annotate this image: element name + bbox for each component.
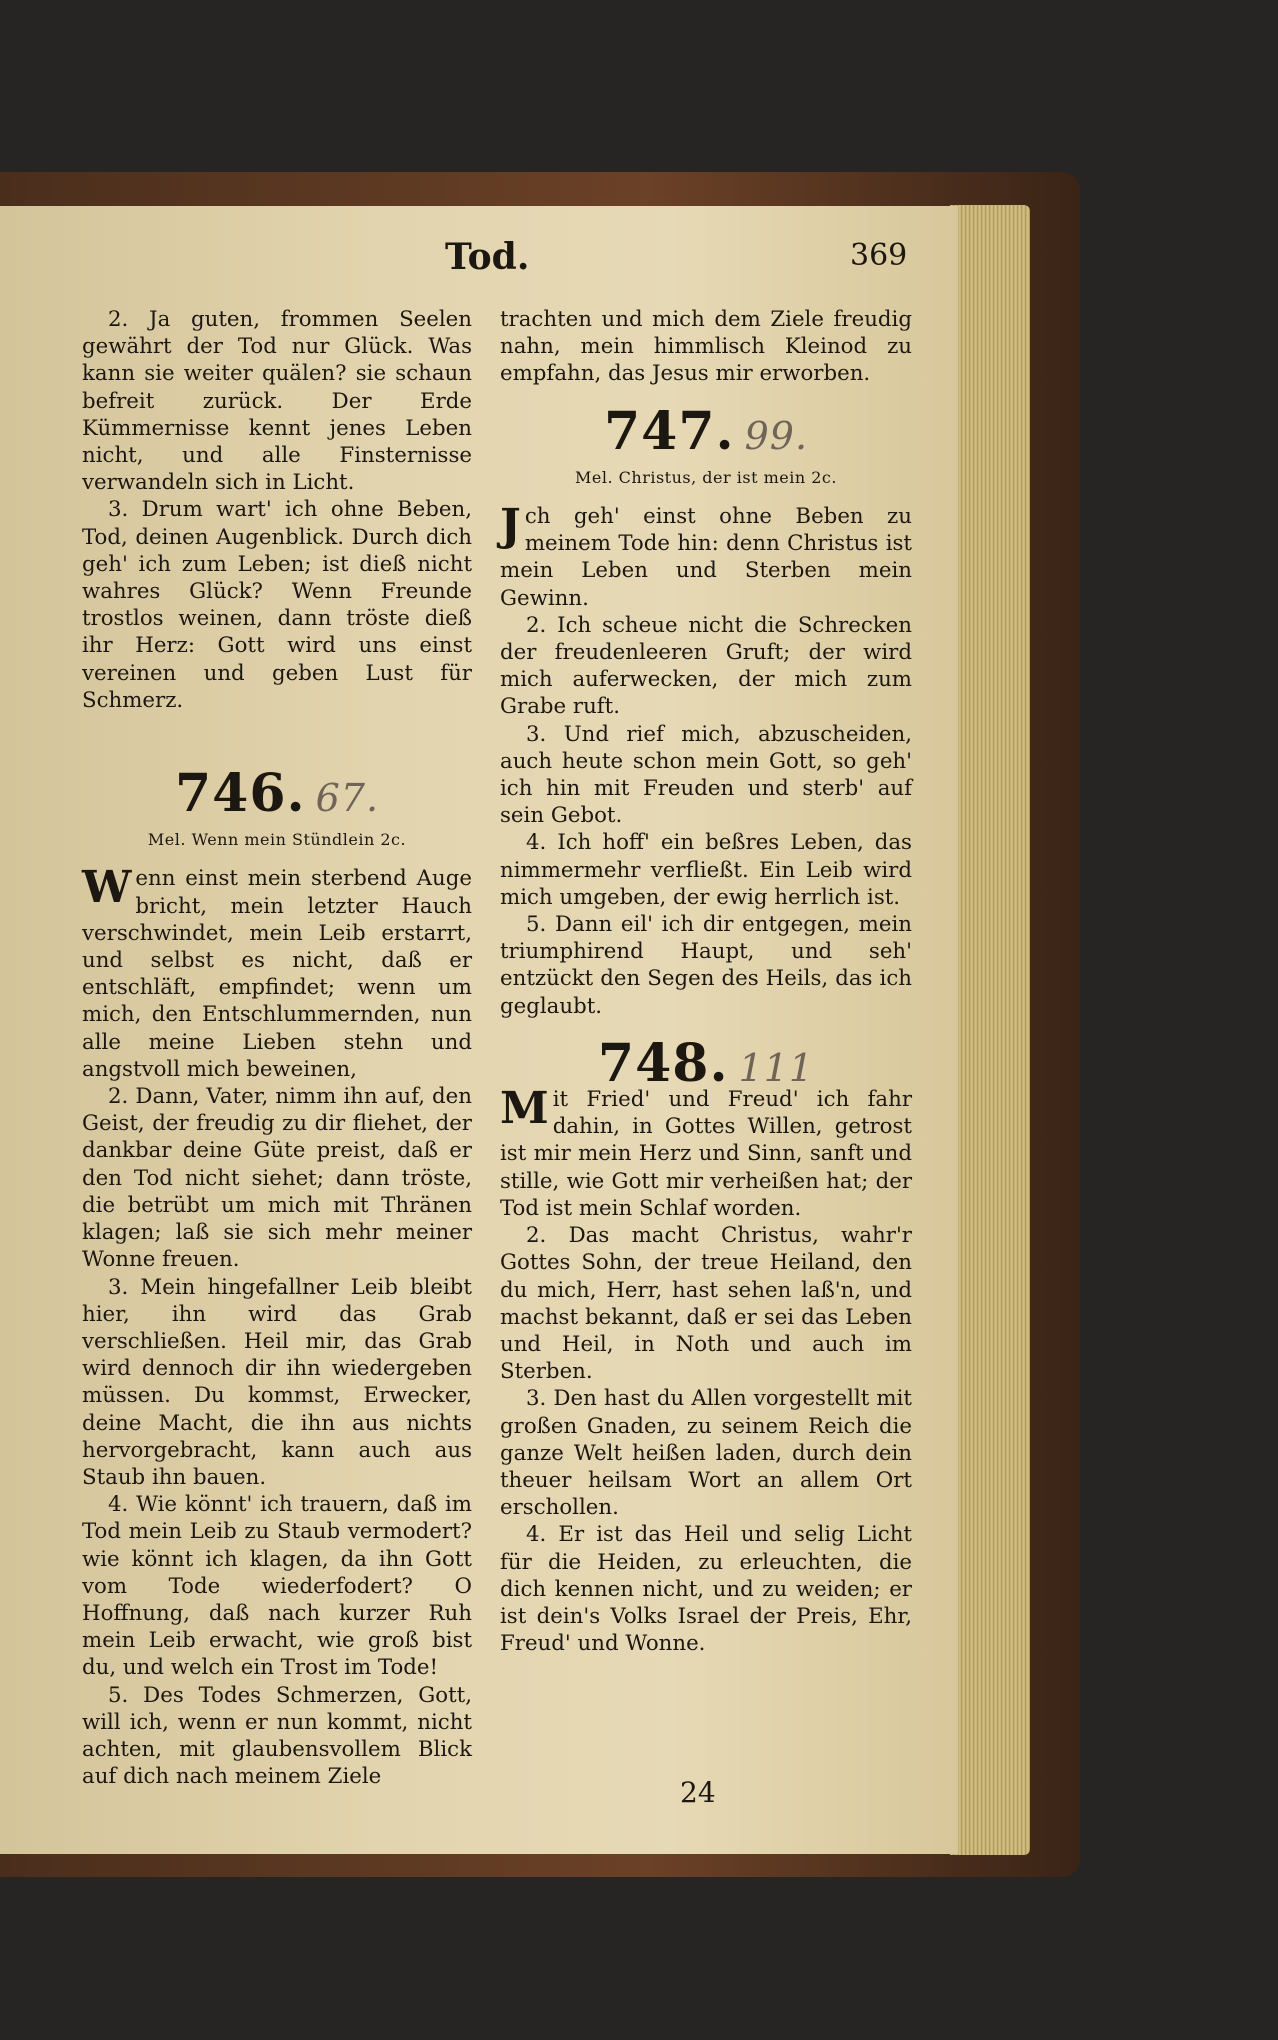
handwritten-note: 67. — [315, 776, 380, 821]
verse: 5. Des Todes Schmerzen, Gott, will ich, wenn er nun kommt, nicht achten, mit glaubensvollem Blick auf dich nach meinem Ziele — [82, 1682, 472, 1790]
hymn-number-748: 748. 111 — [597, 1032, 815, 1094]
page-edges — [950, 205, 1030, 1855]
signature-mark: 24 — [680, 1776, 716, 1809]
drop-cap: J — [500, 500, 521, 552]
verse: 3. Den hast du Allen vorgestellt mit großen Gnaden, zu seinem Reich die ganze Welt heißen laden, durch dein theuer heilsam Wort an allem Ort erschollen. — [500, 1386, 912, 1521]
verse: Wenn einst mein sterbend Auge bricht, mein letzter Hauch verschwindet, mein Leib erstarrt, und selbst es nicht, daß er entschläft, empfindet; wenn um mich, den Entschlummernden, nun alle meine Lieben stehn und angstvoll mich beweinen, — [82, 862, 472, 1082]
hymn-number-747: 747. 99. — [603, 400, 809, 462]
book-page — [0, 206, 958, 1854]
verse: 4. Er ist das Heil und selig Licht für die Heiden, zu erleuchten, die dich kennen nicht, und zu weiden; er ist dein's Volks Israel der Preis, Ehr, Freud' und Wonne. — [500, 1522, 912, 1657]
running-title: Tod. — [445, 236, 530, 278]
right-column — [500, 306, 912, 1657]
melody-line: Mel. Wenn mein Stündlein 2c. — [147, 830, 407, 850]
drop-cap: W — [82, 862, 132, 914]
verse: 3. Drum wart' ich ohne Beben, Tod, deinen Augenblick. Durch dich geh' ich zum Leben; ist dieß nicht wahres Glück? Wenn Freunde trostlos weinen, dann tröste dieß ihr Herz: Gott wird uns einst vereinen und geben Lust für Schmerz. — [82, 497, 472, 713]
left-column — [82, 306, 472, 1790]
verse: 5. Dann eil' ich dir entgegen, mein triumphirend Haupt, und seh' entzückt den Segen des Heils, das ich geglaubt. — [500, 912, 912, 1019]
verse: 3. Mein hingefallner Leib bleibt hier, ihn wird das Grab verschließen. Heil mir, das Grab wird dennoch dir ihn wiedergeben müssen. Du kommst, Erwecker, deine Macht, die ihn aus nichts hervorgebracht, kann auch aus Staub ihn bauen. — [82, 1274, 472, 1490]
verse: Mit Fried' und Freud' ich fahr dahin, in Gottes Willen, getrost ist mir mein Herz und Sinn, sanft und stille, wie Gott mir verheißen hat; der Tod ist mein Schlaf worden. — [500, 1083, 912, 1221]
page-number: 369 — [850, 238, 908, 273]
verse: 2. Das macht Christus, wahr'r Gottes Sohn, der treue Heiland, den du mich, Herr, hast sehen laß'n, und machst bekannt, daß er sei das Leben und Heil, in Noth und auch im Sterben. — [500, 1223, 912, 1385]
verse: 3. Und rief mich, abzuscheiden, auch heute schon mein Gott, so geh' ich hin mit Freuden und sterb' auf sein Gebot. — [500, 721, 912, 829]
verse: 4. Wie könnt' ich trauern, daß im Tod mein Leib zu Staub vermodert? wie könnt ich klagen, da ihn Gott vom Tode wiederfodert? O Hoffnung, daß nach kurzer Ruh mein Leib erwacht, wie groß bist du, und welch ein Trost im Tode! — [82, 1492, 472, 1681]
verse-continuation: trachten und mich dem Ziele freudig nahn, mein himmlisch Kleinod zu empfahn, das Jesus mir erworben. — [500, 307, 912, 387]
verse: Jch geh' einst ohne Beben zu meinem Tode hin: denn Christus ist mein Leben und Sterben mein Gewinn. — [500, 500, 912, 611]
page-header — [0, 236, 958, 286]
drop-cap: M — [500, 1083, 549, 1135]
verse: 2. Ich scheue nicht die Schrecken der freudenleeren Gruft; der wird mich auferwecken, der mich zum Grabe ruft. — [500, 612, 912, 720]
verse: 2. Dann, Vater, nimm ihn auf, den Geist, der freudig zu dir fliehet, der dankbar deine Güte preist, daß er den Tod nicht siehet; dann tröste, die betrübt um mich mit Thränen klagen; laß sie sich mehr meiner Wonne freuen. — [82, 1084, 472, 1273]
handwritten-note: 111 — [738, 1045, 815, 1090]
verse: 2. Ja guten, frommen Seelen gewährt der Tod nur Glück. Was kann sie weiter quälen? sie schaun befreit zurück. Der Erde Kümmernisse kennt jenes Leben nicht, und alle Finsternisse verwandeln sich in Licht. — [82, 307, 472, 496]
handwritten-note: 99. — [744, 413, 809, 458]
melody-line: Mel. Christus, der ist mein 2c. — [575, 467, 837, 487]
hymn-number-746: 746. 67. — [174, 763, 380, 825]
verse: 4. Ich hoff' ein beßres Leben, das nimmermehr verfließt. Ein Leib wird mich umgeben, der ewig herrlich ist. — [500, 830, 912, 910]
